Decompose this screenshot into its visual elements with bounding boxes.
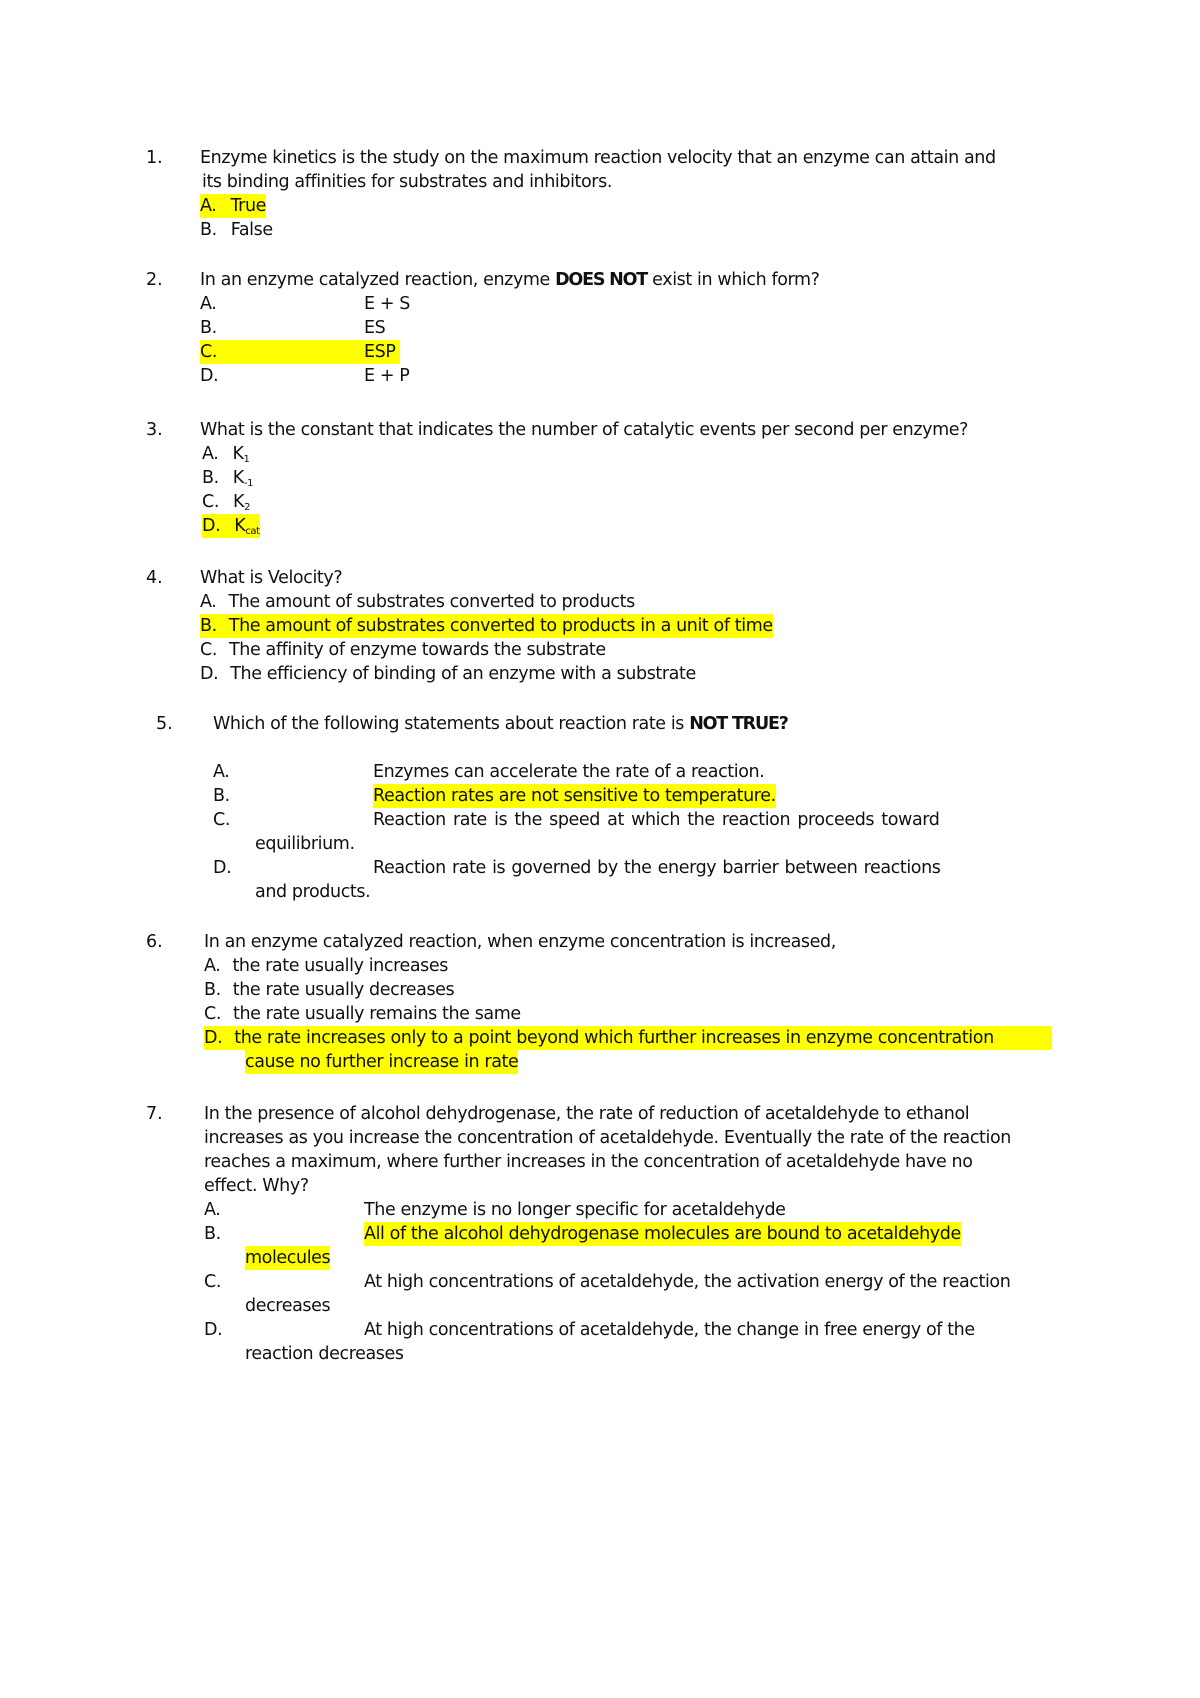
option-d-correct: D. $K_{cat}$ — [202, 516, 260, 537]
option-b-correct: B. All of the alcohol dehydrogenase molecules are bound to acetaldehyde — [204, 1224, 961, 1244]
option-a: A. E + S — [200, 294, 410, 314]
option-c: C. At high concentrations of acetaldehyde, the activation energy of the reaction — [204, 1272, 1011, 1292]
option-c: C. Reaction rate is the speed at which the reaction proceeds toward — [213, 810, 940, 830]
question-text: increases as you increase the concentration of acetaldehyde. Eventually the rate of the reaction — [204, 1128, 1011, 1148]
option-b: B. False — [200, 220, 273, 240]
option-a: A. the rate usually increases — [204, 956, 448, 976]
option-a: A. The enzyme is no longer specific for acetaldehyde — [204, 1200, 786, 1220]
option-c: C. the rate usually remains the same — [204, 1004, 521, 1024]
option-d-continuation: and products. — [255, 882, 371, 902]
option-b-correct: B. The amount of substrates converted to products in a unit of time — [200, 616, 773, 636]
question-text: In an enzyme catalyzed reaction, enzyme DOES NOT exist in which form? — [200, 270, 820, 290]
option-b: B. ES — [200, 318, 386, 338]
option-d: D. Reaction rate is governed by the energy barrier between reactions — [213, 858, 941, 878]
option-a-correct: A. True — [200, 196, 267, 216]
question-text: Which of the following statements about reaction rate is NOT TRUE? — [213, 714, 788, 734]
question-text: What is the constant that indicates the number of catalytic events per second per enzyme? — [200, 420, 968, 440]
option-c-continuation: decreases — [245, 1296, 331, 1316]
option-d-correct: D. the rate increases only to a point beyond which further increases in enzyme concentration — [204, 1026, 1052, 1050]
option-c-continuation: equilibrium. — [255, 834, 355, 854]
option-b: B. $K_{-1}$ — [202, 468, 254, 489]
option-b: B. the rate usually decreases — [204, 980, 455, 1000]
option-a: A. Enzymes can accelerate the rate of a reaction. — [213, 762, 765, 782]
option-a: A. $K_1$ — [202, 444, 250, 465]
question-text: effect. Why? — [204, 1176, 309, 1196]
option-b-continuation: molecules — [245, 1248, 331, 1268]
option-c-correct: C. ESP — [200, 340, 400, 364]
option-d-continuation: cause no further increase in rate — [245, 1052, 519, 1072]
question-text: its binding affinities for substrates and inhibitors. — [202, 172, 612, 192]
question-number: 3. — [146, 420, 163, 440]
question-text: What is Velocity? — [200, 568, 343, 588]
question-number: 4. — [146, 568, 163, 588]
question-text: reaches a maximum, where further increases in the concentration of acetaldehyde have no — [204, 1152, 973, 1172]
option-d: D. The efficiency of binding of an enzyme with a substrate — [200, 664, 696, 684]
question-number: 6. — [146, 932, 163, 952]
option-c: C. $K_2$ — [202, 492, 251, 513]
option-c: C. The affinity of enzyme towards the substrate — [200, 640, 606, 660]
question-text: In the presence of alcohol dehydrogenase, the rate of reduction of acetaldehyde to ethanol — [204, 1104, 970, 1124]
question-number: 7. — [146, 1104, 163, 1124]
question-text: In an enzyme catalyzed reaction, when enzyme concentration is increased, — [204, 932, 836, 952]
option-a: A. The amount of substrates converted to products — [200, 592, 635, 612]
option-d: D. At high concentrations of acetaldehyde, the change in free energy of the — [204, 1320, 975, 1340]
option-d: D. E + P — [200, 366, 410, 386]
question-text: Enzyme kinetics is the study on the maximum reaction velocity that an enzyme can attain and — [200, 148, 996, 168]
question-number: 1. — [146, 148, 163, 168]
question-number: 5. — [156, 714, 173, 734]
option-d-continuation: reaction decreases — [245, 1344, 404, 1364]
option-b-correct: B. Reaction rates are not sensitive to temperature. — [213, 786, 776, 806]
question-number: 2. — [146, 270, 163, 290]
